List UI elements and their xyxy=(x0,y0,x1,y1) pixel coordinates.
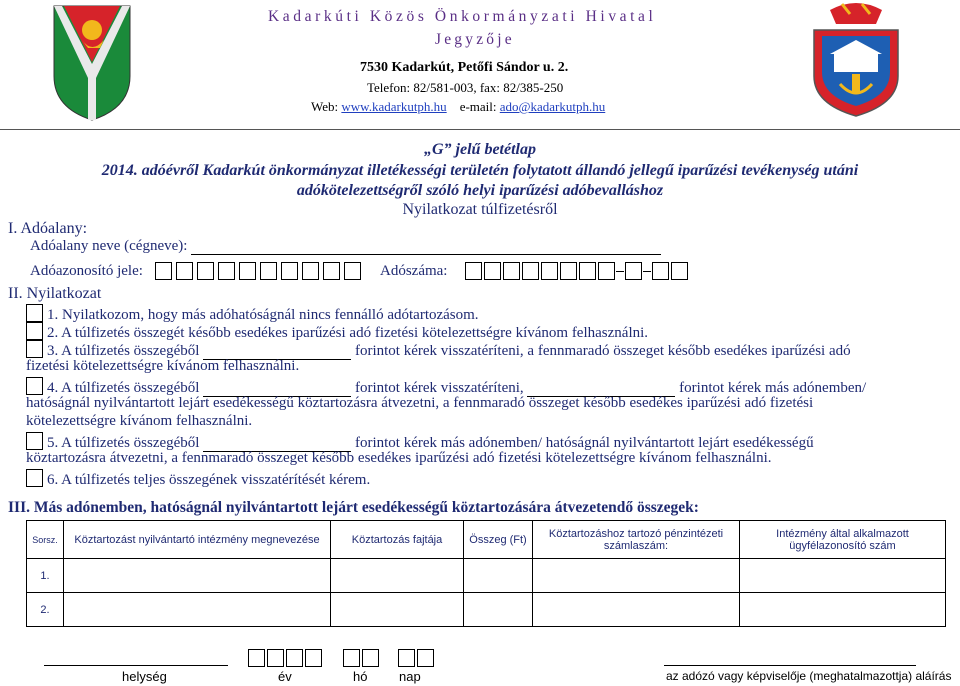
statement-4-checkbox[interactable] xyxy=(26,377,43,395)
web-link[interactable]: www.kadarkutph.hu xyxy=(341,99,447,114)
statement-1-text: 1. Nyilatkozom, hogy más adóhatóságnál nincs fennálló adótartozásom. xyxy=(47,307,479,323)
cell[interactable] xyxy=(331,593,464,627)
place-label: helység xyxy=(122,669,167,684)
col-index: Sorsz. xyxy=(27,521,64,559)
web-label: Web: xyxy=(311,99,339,114)
statement-2-text: 2. A túlfizetés összegét később esedékes iparűzési adó fizetési kötelezettségre kívánom felhasználni. xyxy=(47,325,649,341)
year-label: év xyxy=(278,669,292,684)
table-row xyxy=(27,593,946,627)
table-row xyxy=(27,559,946,593)
statement-title: Nyilatkozat túlfizetésről xyxy=(402,201,558,218)
statement-3-text-a: 3. A túlfizetés összegéből xyxy=(47,343,200,359)
section2-heading: II. Nyilatkozat xyxy=(8,285,102,302)
col-amount: Összeg (Ft) xyxy=(464,521,533,559)
statement-5-text-a: 5. A túlfizetés összegéből xyxy=(47,435,200,451)
statement-4-text-a: 4. A túlfizetés összegéből xyxy=(47,380,200,396)
form-subtitle xyxy=(0,161,960,201)
statement-1 xyxy=(26,304,479,324)
cell[interactable] xyxy=(64,559,331,593)
form-title: „G” jelű betétlap xyxy=(424,141,536,158)
statement-4 xyxy=(26,377,866,397)
row-index: 1. xyxy=(27,559,64,593)
row-index: 2. xyxy=(27,593,64,627)
cell[interactable] xyxy=(331,559,464,593)
statement-5-checkbox[interactable] xyxy=(26,432,43,450)
town-crest xyxy=(800,0,912,120)
cell[interactable] xyxy=(533,593,740,627)
taxpayer-name-field[interactable] xyxy=(191,238,661,255)
statement-3 xyxy=(26,340,851,360)
section1-heading: I. Adóalany: xyxy=(8,220,88,237)
cell[interactable] xyxy=(533,559,740,593)
section3-heading: III. Más adónemben, hatóságnál nyilvántartott lejárt esedékességű köztartozására átvezetendő összegek: xyxy=(8,499,699,516)
email-label: e-mail: xyxy=(459,99,497,114)
statement-4-text-b: forintot kérek visszatéríteni, xyxy=(354,380,524,396)
cell[interactable] xyxy=(740,559,946,593)
place-field[interactable] xyxy=(44,665,228,666)
address: 7530 Kadarkút, Petőfi Sándor u. 2. xyxy=(360,60,569,75)
cell[interactable] xyxy=(464,593,533,627)
statement-6-checkbox[interactable] xyxy=(26,469,43,487)
col-account: Köztartozáshoz tartozó pénzintézeti számlaszám: xyxy=(533,521,740,559)
statement-3-checkbox[interactable] xyxy=(26,340,43,358)
statement-4-cont-2: kötelezettségre kívánom felhasználni. xyxy=(26,413,253,429)
subtitle-line-1: 2014. adóévről Kadarkút önkormányzat illetékességi területén folytatott állandó jellegű iparűzési tevékenység utáni xyxy=(101,162,859,179)
col-client-id: Intézmény által alkalmazott ügyfélazonosító szám xyxy=(740,521,946,559)
signature-label: az adózó vagy képviselője (meghatalmazottja) aláírás xyxy=(666,669,952,683)
header-divider xyxy=(0,129,960,130)
phone: Telefon: 82/581-003, fax: 82/385-250 xyxy=(367,80,564,95)
col-institution: Köztartozást nyilvántartó intézmény megnevezése xyxy=(64,521,331,559)
statement-1-checkbox[interactable] xyxy=(26,304,43,322)
org-name: Kadarkúti Közös Önkormányzati Hivatal xyxy=(268,8,657,25)
statement-5-text-b: forintot kérek más adónemben/ hatóságnál nyilvántartott lejárt esedékességű xyxy=(354,435,814,451)
taxid-label: Adóazonosító jele: xyxy=(30,263,143,279)
signature-field[interactable] xyxy=(664,665,916,666)
statement-6-text: 6. A túlfizetés teljes összegének visszatérítését kérem. xyxy=(47,472,371,488)
table-header-row xyxy=(27,521,946,559)
statement-4-text-c: forintot kérek más adónemben/ xyxy=(679,380,867,396)
taxpayer-name-label: Adóalany neve (cégneve): xyxy=(30,238,188,254)
taxpayer-name-row xyxy=(30,238,661,255)
statement-2 xyxy=(26,322,648,342)
taxno-label: Adószáma: xyxy=(380,263,448,279)
debt-table xyxy=(26,520,946,627)
subtitle-line-2: adókötelezettségről szóló helyi iparűzési adóbevalláshoz xyxy=(296,182,664,199)
col-debt-type: Köztartozás fajtája xyxy=(331,521,464,559)
kadarkut-coat-of-arms xyxy=(52,4,132,122)
statement-6 xyxy=(26,469,370,489)
statement-2-checkbox[interactable] xyxy=(26,322,43,340)
month-label: hó xyxy=(353,669,368,684)
email-link[interactable]: ado@kadarkutph.hu xyxy=(499,99,606,114)
dept-name: Jegyzője xyxy=(435,31,515,48)
statement-3-cont: fizetési kötelezettségre kívánom felhasználni. xyxy=(26,358,300,374)
statement-5-cont: köztartozásra átvezetni, a fennmaradó összeget később esedékes iparűzési adó fizetési kötelezettségre kívánom felhasználni. xyxy=(26,450,772,466)
web-contact xyxy=(311,99,605,115)
cell[interactable] xyxy=(64,593,331,627)
statement-5 xyxy=(26,432,814,452)
cell[interactable] xyxy=(464,559,533,593)
day-label: nap xyxy=(399,669,421,684)
statement-3-text-b: forintot kérek visszatéríteni, a fennmaradó összeget később esedékes iparűzési adó xyxy=(354,343,851,359)
cell[interactable] xyxy=(740,593,946,627)
statement-4-cont-1: hatóságnál nyilvántartott lejárt esedékességű köztartozásra átvezetni, a fennmaradó összeget később esedékes iparűzési adó fizetési xyxy=(26,395,814,411)
